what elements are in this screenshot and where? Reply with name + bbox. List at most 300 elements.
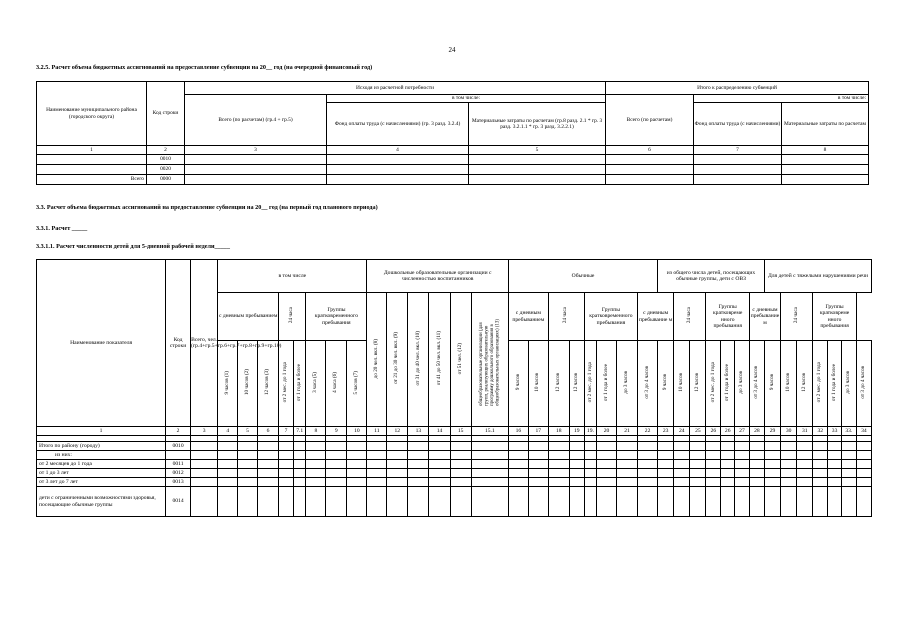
data-cell bbox=[190, 460, 217, 469]
data-cell bbox=[694, 155, 782, 165]
col-number: 33 bbox=[828, 427, 842, 436]
data-cell bbox=[569, 460, 584, 469]
data-cell bbox=[721, 487, 735, 517]
data-cell bbox=[764, 460, 780, 469]
col-incl-leaf: от 2 мес. до 1 года bbox=[279, 341, 294, 427]
data-cell bbox=[367, 478, 387, 487]
col-group-leaf: от 3 до 4 часов bbox=[749, 341, 764, 427]
data-cell bbox=[408, 442, 429, 451]
col-group-leaf: 10 часов bbox=[528, 341, 548, 427]
data-cell bbox=[326, 478, 347, 487]
table-row bbox=[37, 165, 869, 175]
data-cell bbox=[528, 487, 548, 517]
col-number: 16 bbox=[509, 427, 529, 436]
data-cell bbox=[569, 487, 584, 517]
col-group-leaf: до 3 часов bbox=[841, 341, 856, 427]
col-number: 12 bbox=[387, 427, 408, 436]
group-dou: Дошкольные образовательные организации с численностью воспитанников bbox=[367, 260, 509, 293]
data-cell bbox=[813, 478, 828, 487]
subvention-table bbox=[36, 81, 869, 185]
subgroup-day-stay: с дневным пребывание м bbox=[638, 293, 674, 341]
data-cell bbox=[616, 442, 637, 451]
data-cell bbox=[387, 469, 408, 478]
data-cell bbox=[597, 442, 617, 451]
data-cell bbox=[674, 478, 690, 487]
col-group-leaf: 9 часов bbox=[509, 341, 529, 427]
data-cell bbox=[828, 487, 842, 517]
data-cell bbox=[721, 460, 735, 469]
subgroup-short-stay: Группы кратковременного пребывания bbox=[306, 293, 367, 341]
data-cell bbox=[279, 451, 294, 460]
subgroup-24h: 24 часа bbox=[781, 293, 813, 341]
data-cell bbox=[387, 478, 408, 487]
data-cell bbox=[764, 469, 780, 478]
data-cell bbox=[408, 478, 429, 487]
col-group-leaf: от 2 мес. до 1 года bbox=[706, 341, 721, 427]
data-cell bbox=[841, 469, 856, 478]
data-cell bbox=[841, 451, 856, 460]
row-code: 0010 bbox=[166, 442, 191, 451]
data-cell bbox=[690, 469, 706, 478]
data-cell bbox=[782, 165, 869, 175]
subgroup-24h: 24 часа bbox=[674, 293, 706, 341]
row-code: 0000 bbox=[147, 175, 185, 185]
data-cell bbox=[569, 442, 584, 451]
col-number: 21 bbox=[616, 427, 637, 436]
data-cell bbox=[674, 487, 690, 517]
data-cell bbox=[218, 469, 238, 478]
data-cell bbox=[387, 487, 408, 517]
section-title-3-3-1: 3.3.1. Расчет _____ bbox=[36, 225, 88, 232]
col-number: 26 bbox=[721, 427, 735, 436]
data-cell bbox=[606, 155, 694, 165]
col-number: 4 bbox=[218, 427, 238, 436]
data-cell bbox=[548, 442, 569, 451]
group-regular: Обычные bbox=[509, 260, 658, 293]
data-cell bbox=[279, 442, 294, 451]
col-group-leaf: от 2 мес. до 1 года bbox=[813, 341, 828, 427]
data-cell bbox=[367, 469, 387, 478]
data-cell bbox=[674, 469, 690, 478]
table-row bbox=[37, 469, 872, 478]
data-cell bbox=[781, 451, 797, 460]
col-number: 1 bbox=[37, 146, 147, 155]
col-group-leaf: 12 часов bbox=[569, 341, 584, 427]
data-cell bbox=[429, 469, 450, 478]
col-number: 6 bbox=[606, 146, 694, 155]
data-cell bbox=[279, 469, 294, 478]
data-cell bbox=[694, 175, 782, 185]
subgroup-24h: 24 часа bbox=[548, 293, 584, 341]
data-cell bbox=[279, 460, 294, 469]
data-cell bbox=[828, 442, 842, 451]
data-cell bbox=[294, 487, 306, 517]
data-cell bbox=[306, 460, 326, 469]
data-cell bbox=[706, 442, 721, 451]
row-label: от 3 лет до 7 лет bbox=[37, 478, 166, 487]
col-number: 31 bbox=[797, 427, 813, 436]
data-cell bbox=[429, 442, 450, 451]
col-number: 13 bbox=[408, 427, 429, 436]
need-incl: в том числе: bbox=[327, 95, 606, 103]
col-number: 2 bbox=[147, 146, 185, 155]
data-cell bbox=[408, 451, 429, 460]
data-cell bbox=[674, 442, 690, 451]
col-number: 22 bbox=[638, 427, 658, 436]
col-group-leaf: от 1 года и более bbox=[597, 341, 617, 427]
col-number: 6 bbox=[258, 427, 279, 436]
data-cell bbox=[764, 442, 780, 451]
data-cell bbox=[218, 442, 238, 451]
data-cell bbox=[367, 442, 387, 451]
data-cell bbox=[856, 487, 871, 517]
data-cell bbox=[190, 442, 217, 451]
col-group-leaf: от 3 до 4 часов bbox=[638, 341, 658, 427]
data-cell bbox=[347, 460, 367, 469]
data-cell bbox=[706, 451, 721, 460]
data-cell bbox=[749, 442, 764, 451]
col-group-leaf: 12 часов bbox=[797, 341, 813, 427]
data-cell bbox=[528, 469, 548, 478]
data-cell bbox=[597, 460, 617, 469]
data-cell bbox=[258, 469, 279, 478]
data-cell bbox=[597, 451, 617, 460]
col-number: 14 bbox=[429, 427, 450, 436]
data-cell bbox=[190, 478, 217, 487]
data-cell bbox=[469, 175, 606, 185]
col-number: 28 bbox=[749, 427, 764, 436]
data-cell bbox=[828, 478, 842, 487]
col-number: 23 bbox=[658, 427, 674, 436]
data-cell bbox=[735, 460, 750, 469]
data-cell bbox=[638, 451, 658, 460]
col-distr-fot: Фонд оплаты труда (с начислениями) bbox=[694, 103, 782, 146]
data-cell bbox=[797, 478, 813, 487]
data-cell bbox=[326, 442, 347, 451]
data-cell bbox=[569, 478, 584, 487]
data-cell bbox=[706, 487, 721, 517]
data-cell bbox=[584, 478, 596, 487]
data-cell bbox=[185, 165, 327, 175]
col-number: 26 bbox=[706, 427, 721, 436]
data-cell bbox=[471, 469, 508, 478]
data-cell bbox=[190, 469, 217, 478]
data-cell bbox=[327, 165, 469, 175]
col-number: 19 bbox=[569, 427, 584, 436]
data-cell bbox=[258, 487, 279, 517]
data-cell bbox=[387, 451, 408, 460]
col-number: 4 bbox=[327, 146, 469, 155]
data-cell bbox=[658, 460, 674, 469]
data-cell bbox=[584, 487, 596, 517]
data-cell bbox=[450, 460, 471, 469]
col-number: 5 bbox=[469, 146, 606, 155]
data-cell bbox=[279, 487, 294, 517]
col-number: 27 bbox=[735, 427, 750, 436]
data-cell bbox=[690, 478, 706, 487]
col-incl-leaf: 9 часов (1) bbox=[218, 341, 238, 427]
data-cell bbox=[471, 478, 508, 487]
data-cell bbox=[856, 442, 871, 451]
data-cell bbox=[690, 460, 706, 469]
col-group-leaf: до 3 часов bbox=[616, 341, 637, 427]
data-cell bbox=[528, 442, 548, 451]
subgroup-24h: 24 часа bbox=[279, 293, 306, 341]
data-cell bbox=[658, 478, 674, 487]
data-cell bbox=[638, 487, 658, 517]
section-title-3-3-1-1: 3.3.1.1. Расчет численности детей для 5-дневной рабочей недели_____ bbox=[36, 243, 230, 250]
data-cell bbox=[764, 478, 780, 487]
col-group-leaf: до 3 часов bbox=[735, 341, 750, 427]
data-cell bbox=[258, 460, 279, 469]
col-dou-size: от 41 до 50 чел. вкл. (11) bbox=[429, 293, 450, 427]
col-number: 15.1 bbox=[471, 427, 508, 436]
col-number: 25 bbox=[690, 427, 706, 436]
col-number: 9 bbox=[326, 427, 347, 436]
data-cell bbox=[238, 442, 258, 451]
data-cell bbox=[509, 451, 529, 460]
data-cell bbox=[813, 460, 828, 469]
data-cell bbox=[841, 460, 856, 469]
data-cell bbox=[828, 460, 842, 469]
col-dou-size: от 51 чел. (12) bbox=[450, 293, 471, 427]
table-row bbox=[37, 478, 872, 487]
data-cell bbox=[797, 442, 813, 451]
data-cell bbox=[450, 478, 471, 487]
table-row bbox=[37, 175, 869, 185]
col-number: 33. bbox=[841, 427, 856, 436]
data-cell bbox=[797, 451, 813, 460]
table-row bbox=[37, 442, 872, 451]
row-label bbox=[37, 155, 147, 165]
data-cell bbox=[258, 442, 279, 451]
col-number: 15 bbox=[450, 427, 471, 436]
data-cell bbox=[782, 155, 869, 165]
data-cell bbox=[781, 469, 797, 478]
col-group-leaf: 10 часов bbox=[674, 341, 690, 427]
col-number: 7.1 bbox=[294, 427, 306, 436]
data-cell bbox=[706, 469, 721, 478]
col-number: 7 bbox=[694, 146, 782, 155]
data-cell bbox=[584, 451, 596, 460]
data-cell bbox=[429, 478, 450, 487]
data-cell bbox=[548, 460, 569, 469]
col-incl-leaf: 10 часов (2) bbox=[238, 341, 258, 427]
subgroup-short-stay: Группы кратковреме нного пребывания bbox=[813, 293, 856, 341]
data-cell bbox=[548, 469, 569, 478]
data-cell bbox=[238, 487, 258, 517]
data-cell bbox=[190, 451, 217, 460]
col-incl-leaf: 5 часов (7) bbox=[347, 341, 367, 427]
data-cell bbox=[781, 478, 797, 487]
data-cell bbox=[735, 451, 750, 460]
col-number: 8 bbox=[306, 427, 326, 436]
col-group-leaf: 12 часов bbox=[548, 341, 569, 427]
col-dou-size: общеобразовательные организации (для групп, реализующих образовательную программу дошкольного образования в общеобразовательных организациях) (13) bbox=[471, 293, 508, 427]
children-count-table bbox=[36, 259, 872, 517]
col-number: 30 bbox=[781, 427, 797, 436]
data-cell bbox=[367, 451, 387, 460]
row-code: 0012 bbox=[166, 469, 191, 478]
table-row bbox=[37, 460, 872, 469]
data-cell bbox=[429, 460, 450, 469]
col-group-leaf: 10 часов bbox=[781, 341, 797, 427]
col-municipality: Наименование муниципального района (городского округа) bbox=[37, 82, 147, 146]
data-cell bbox=[813, 442, 828, 451]
data-cell bbox=[658, 442, 674, 451]
subgroup-day-stay: с дневным пребыванием bbox=[509, 293, 549, 341]
row-code bbox=[166, 451, 191, 460]
data-cell bbox=[749, 460, 764, 469]
data-cell bbox=[509, 469, 529, 478]
section-title-3-2-5: 3.2.5. Расчет объема бюджетных ассигнований на предоставление субвенции на 20__ год (на очередной финансовый год) bbox=[36, 64, 373, 71]
data-cell bbox=[616, 487, 637, 517]
data-cell bbox=[597, 469, 617, 478]
col-incl-leaf: 3 часа (5) bbox=[306, 341, 326, 427]
data-cell bbox=[828, 469, 842, 478]
data-cell bbox=[347, 451, 367, 460]
data-cell bbox=[306, 478, 326, 487]
data-cell bbox=[294, 460, 306, 469]
data-cell bbox=[471, 487, 508, 517]
data-cell bbox=[326, 460, 347, 469]
data-cell bbox=[471, 451, 508, 460]
section-title-3-3: 3.3. Расчет объема бюджетных ассигнований на предоставление субвенции на 20__ год (на первый год планового периода) bbox=[36, 204, 378, 211]
data-cell bbox=[306, 469, 326, 478]
data-cell bbox=[258, 451, 279, 460]
col-incl-leaf: 12 часов (3) bbox=[258, 341, 279, 427]
data-cell bbox=[749, 478, 764, 487]
data-cell bbox=[326, 469, 347, 478]
group-distribution: Итого к распределению субвенций bbox=[606, 82, 869, 95]
row-label bbox=[37, 165, 147, 175]
col-number: 20 bbox=[597, 427, 617, 436]
data-cell bbox=[294, 469, 306, 478]
data-cell bbox=[764, 451, 780, 460]
data-cell bbox=[735, 478, 750, 487]
data-cell bbox=[429, 487, 450, 517]
group-speech: Для детей с тяжелыми нарушениями речи bbox=[764, 260, 871, 293]
data-cell bbox=[616, 478, 637, 487]
col-group-leaf: от 1 года и более bbox=[828, 341, 842, 427]
col-number: 11 bbox=[367, 427, 387, 436]
data-cell bbox=[548, 451, 569, 460]
data-cell bbox=[367, 460, 387, 469]
col-group-leaf: от 1 года и более bbox=[721, 341, 735, 427]
data-cell bbox=[764, 487, 780, 517]
data-cell bbox=[694, 165, 782, 175]
col-distr-mat: Материальные затраты по расчетам bbox=[782, 103, 869, 146]
data-cell bbox=[721, 451, 735, 460]
data-cell bbox=[327, 175, 469, 185]
row-code: 0014 bbox=[166, 487, 191, 517]
data-cell bbox=[597, 478, 617, 487]
data-cell bbox=[528, 460, 548, 469]
col-need-mat: Материальные затраты по расчетам (гр.8 разд. 2.1 * гр. 3 разд. 3.2.1.1 * гр. 3 разд. 3.2.2.1) bbox=[469, 103, 606, 146]
data-cell bbox=[528, 478, 548, 487]
data-cell bbox=[450, 469, 471, 478]
data-cell bbox=[471, 460, 508, 469]
data-cell bbox=[749, 451, 764, 460]
data-cell bbox=[597, 487, 617, 517]
col-number: 5 bbox=[238, 427, 258, 436]
data-cell bbox=[841, 442, 856, 451]
data-cell bbox=[721, 469, 735, 478]
col-group-leaf: от 2 мес. до 1 года bbox=[584, 341, 596, 427]
data-cell bbox=[828, 451, 842, 460]
data-cell bbox=[238, 460, 258, 469]
data-cell bbox=[856, 478, 871, 487]
data-cell bbox=[856, 460, 871, 469]
data-cell bbox=[813, 451, 828, 460]
data-cell bbox=[856, 451, 871, 460]
data-cell bbox=[782, 175, 869, 185]
data-cell bbox=[813, 487, 828, 517]
col-need-total: Всего (по расчетам) (гр.4 + гр.5) bbox=[185, 95, 327, 146]
data-cell bbox=[306, 487, 326, 517]
data-cell bbox=[690, 451, 706, 460]
data-cell bbox=[185, 175, 327, 185]
data-cell bbox=[674, 460, 690, 469]
data-cell bbox=[450, 451, 471, 460]
col-number: 2 bbox=[166, 427, 191, 436]
row-code: 0013 bbox=[166, 478, 191, 487]
data-cell bbox=[471, 442, 508, 451]
data-cell bbox=[735, 487, 750, 517]
col-number: 34 bbox=[856, 427, 871, 436]
col-total: Всего, чел. (гр.4+гр.5+гр.6+гр.7+гр.8+гр.9+гр.10) bbox=[190, 260, 217, 427]
data-cell bbox=[638, 442, 658, 451]
data-cell bbox=[258, 478, 279, 487]
col-incl-leaf: от 1 года и более bbox=[294, 341, 306, 427]
data-cell bbox=[429, 451, 450, 460]
data-cell bbox=[450, 442, 471, 451]
col-number: 32 bbox=[813, 427, 828, 436]
group-ovz: из общего числа детей, посещающих обычные группы, дети с ОВЗ bbox=[658, 260, 765, 293]
row-code: 0011 bbox=[166, 460, 191, 469]
data-cell bbox=[218, 487, 238, 517]
col-indicator: Наименование показателя bbox=[37, 260, 166, 427]
row-code: 0010 bbox=[147, 155, 185, 165]
data-cell bbox=[569, 451, 584, 460]
data-cell bbox=[306, 451, 326, 460]
col-number: 3 bbox=[185, 146, 327, 155]
data-cell bbox=[509, 460, 529, 469]
data-cell bbox=[749, 469, 764, 478]
col-number: 10 bbox=[347, 427, 367, 436]
data-cell bbox=[367, 487, 387, 517]
data-cell bbox=[658, 451, 674, 460]
col-number: 19. bbox=[584, 427, 596, 436]
col-dou-size: от 21 до 30 чел. вкл. (9) bbox=[387, 293, 408, 427]
data-cell bbox=[279, 478, 294, 487]
data-cell bbox=[469, 165, 606, 175]
col-incl-leaf: 4 часа (6) bbox=[326, 341, 347, 427]
data-cell bbox=[721, 442, 735, 451]
col-dou-size: до 20 чел. вкл. (8) bbox=[367, 293, 387, 427]
data-cell bbox=[841, 487, 856, 517]
data-cell bbox=[735, 469, 750, 478]
data-cell bbox=[638, 478, 658, 487]
distr-incl: в том числе: bbox=[694, 95, 869, 103]
data-cell bbox=[294, 451, 306, 460]
data-cell bbox=[841, 478, 856, 487]
data-cell bbox=[294, 478, 306, 487]
data-cell bbox=[638, 469, 658, 478]
col-number: 3 bbox=[190, 427, 217, 436]
data-cell bbox=[548, 487, 569, 517]
data-cell bbox=[387, 442, 408, 451]
